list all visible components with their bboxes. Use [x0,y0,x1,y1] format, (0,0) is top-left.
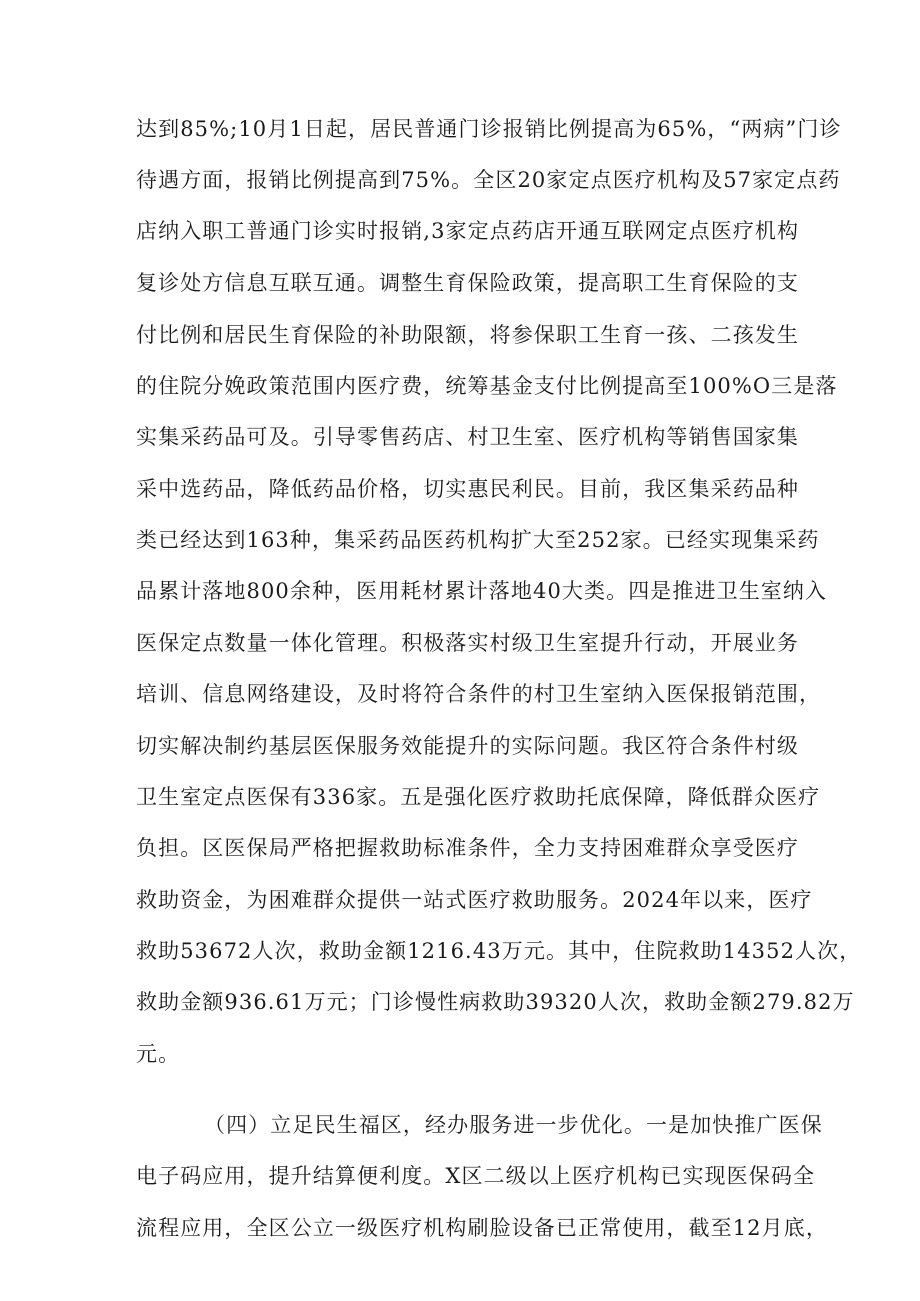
section-heading-line: （四）立足民生福区，经办服务进一步优化。一是加快推广医保 [204,1113,823,1137]
paragraph-line: 元。 [136,1042,181,1066]
paragraph-line: 卫生室定点医保有336家。五是强化医疗救助托底保障，降低群众医疗 [136,785,821,809]
paragraph-line: 采中选药品，降低药品价格，切实惠民利民。目前，我区集采药品种 [136,477,799,501]
paragraph-line: 切实解决制约基层医保服务效能提升的实际问题。我区符合条件村级 [136,734,799,758]
paragraph-line: 付比例和居民生育保险的补助限额，将参保职工生育一孩、二孩发生 [136,323,799,347]
paragraph-line: 类已经达到163种，集采药品医药机构扩大至252家。已经实现集采药 [136,528,820,552]
paragraph-line: 品累计落地800余种，医用耗材累计落地40大类。四是推进卫生室纳入 [136,579,828,603]
paragraph-line: 待遇方面，报销比例提高到75%。全区20家定点医疗机构及57家定点药 [136,168,841,192]
paragraph-line: 负担。区医保局严格把握救助标准条件，全力支持困难群众享受医疗 [136,836,799,860]
paragraph-line: 医保定点数量一体化管理。积极落实村级卫生室提升行动，开展业务 [136,631,799,655]
paragraph-line: 的住院分娩政策范围内医疗费，统筹基金支付比例提高至100%O三是落 [136,374,838,398]
paragraph-line: 达到85%;10月1日起，居民普通门诊报销比例提高为65%，“两病”门诊 [136,117,842,141]
paragraph-line: 培训、信息网络建设，及时将符合条件的村卫生室纳入医保报销范围， [136,682,822,706]
paragraph-line: 救助资金，为困难群众提供一站式医疗救助服务。2024年以来，医疗 [136,888,813,912]
paragraph-line: 实集采药品可及。引导零售药店、村卫生室、医疗机构等销售国家集 [136,425,799,449]
paragraph-line: 复诊处方信息互联互通。调整生育保险政策，提高职工生育保险的支 [136,271,799,295]
paragraph-line: 流程应用，全区公立一级医疗机构刷脸设备已正常使用，截至12月底， [136,1216,828,1240]
paragraph-line: 电子码应用，提升结算便利度。X区二级以上医疗机构已实现医保码全 [136,1164,816,1188]
paragraph-line: 救助53672人次，救助金额1216.43万元。其中，住院救助14352人次， [136,939,862,963]
paragraph-line: 店纳入职工普通门诊实时报销,3家定点药店开通互联网定点医疗机构 [136,219,800,243]
paragraph-line: 救助金额936.61万元；门诊慢性病救助39320人次，救助金额279.82万 [136,990,855,1014]
